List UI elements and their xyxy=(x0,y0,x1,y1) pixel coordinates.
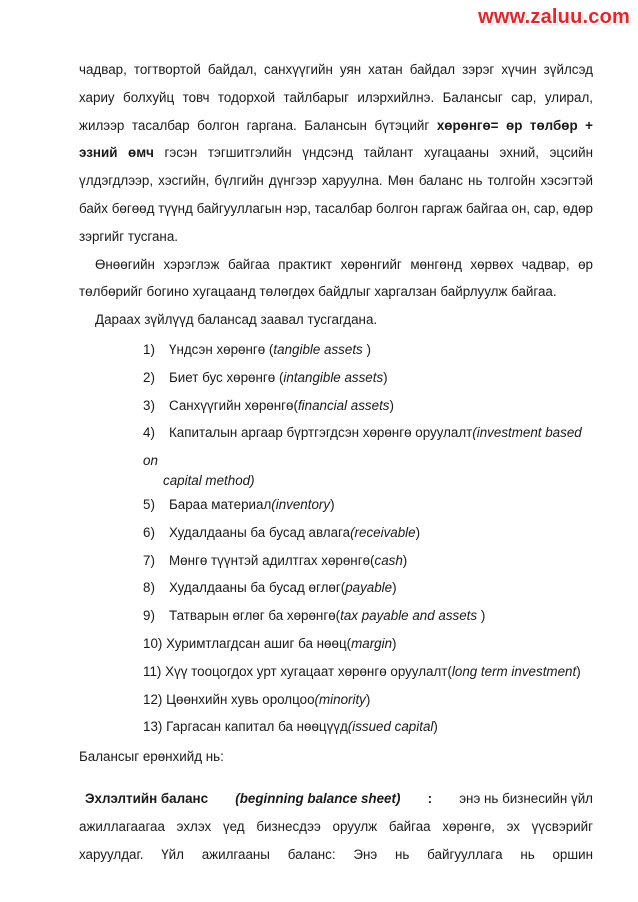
list-close: ) xyxy=(365,691,371,707)
list-close: ) xyxy=(362,341,371,357)
equation-bold: хөрөнгө= өр төлбөр + xyxy=(436,117,593,133)
paragraph-5 xyxy=(79,785,593,868)
document-page xyxy=(79,56,593,868)
balance-items-list xyxy=(79,336,593,741)
list-text: Хуримтлагдсан ашиг ба нөөц( xyxy=(166,635,352,651)
text-line: чадвар, тогтвортой байдал, санхүүгийн уян хатан байдал зэрэг хүчин зүйлсэд xyxy=(79,62,593,77)
text-line xyxy=(79,785,593,813)
text-line: хариу болхуйц товч тодорхой тайлбарыг илэрхийлнэ. Балансыг сар, улирал, xyxy=(79,89,593,105)
list-close: ) xyxy=(477,608,486,624)
text-line: Өнөөгийн хэрэглэж байгаа практикт хөрөнгийг мөнгөнд хөрвөх чадвар, өр xyxy=(95,256,593,272)
list-term: intangible assets xyxy=(283,369,384,385)
list-text: Санхүүгийн хөрөнгө( xyxy=(169,397,298,413)
watermark-logo: www.zaluu.com xyxy=(478,6,630,28)
list-item xyxy=(79,491,593,519)
list-text: Худалдааны ба бусад авлага xyxy=(169,524,351,540)
list-text: Гаргасан капитал ба нөөцүүд xyxy=(166,719,348,735)
list-text: Татварын өглөг ба хөрөнгө( xyxy=(169,608,341,624)
list-close: ) xyxy=(576,663,581,679)
list-number: 7) xyxy=(143,552,155,568)
list-term: (receivable xyxy=(350,524,416,540)
list-term: (minority xyxy=(314,691,366,707)
list-close: ) xyxy=(415,524,421,540)
list-term: margin xyxy=(351,635,393,651)
list-item xyxy=(79,364,593,392)
list-term: financial assets xyxy=(297,397,390,413)
list-item xyxy=(79,602,593,630)
list-text: Цөөнхийн хувь оролцоо xyxy=(166,691,315,707)
list-close: ) xyxy=(433,719,438,735)
list-term: tangible assets xyxy=(273,341,363,357)
text-line: зэргийг тусгана. xyxy=(79,228,178,244)
list-number: 3) xyxy=(143,397,155,413)
list-number: 13) xyxy=(143,719,163,735)
colon: : xyxy=(427,790,433,806)
text-line xyxy=(79,139,593,167)
list-text: Үндсэн хөрөнгө ( xyxy=(169,341,274,357)
list-close: ) xyxy=(392,580,397,596)
paragraph-1 xyxy=(79,56,593,251)
list-number: 5) xyxy=(143,496,155,512)
list-close: ) xyxy=(389,397,394,413)
list-term: long term investment xyxy=(451,663,577,679)
list-item xyxy=(79,519,593,547)
spacer xyxy=(79,771,593,785)
text-line xyxy=(79,112,593,140)
term-bold-italic: (beginning balance sheet) xyxy=(235,790,401,806)
list-number: 12) xyxy=(143,691,163,707)
equation-bold: эзний өмч xyxy=(79,145,154,161)
list-item xyxy=(79,713,593,741)
text-line: үлдэгдлээр, хэсгийн, бүлгийн дүнгээр харуулна. Мөн баланс нь толгойн хэсэгтэй xyxy=(79,173,593,189)
text-line: төлбөрийг богино хугацаанд төлөгдөх байдлыг харгалзан байрлуулж байгаа. xyxy=(79,284,557,300)
list-close: ) xyxy=(392,635,397,651)
list-item xyxy=(79,419,593,491)
list-term: tax payable and assets xyxy=(340,608,478,624)
list-number: 4) xyxy=(143,425,155,441)
list-term-continuation: capital method) xyxy=(163,472,255,488)
list-number: 11) xyxy=(143,663,162,679)
list-number: 2) xyxy=(143,369,155,385)
list-close: ) xyxy=(383,369,388,385)
paragraph-3: Дараах зүйлүүд балансад заавал тусгагдана. xyxy=(95,312,378,328)
list-text: Хүү тооцогдох урт хугацаат хөрөнгө оруулалт( xyxy=(165,663,452,679)
list-item xyxy=(79,547,593,575)
text-span: жилээр тасалбар болгон гаргана. Балансын бүтэцийг xyxy=(79,117,437,133)
list-term: payable xyxy=(345,580,393,596)
list-close: ) xyxy=(402,552,408,568)
list-text: Бараа материал xyxy=(169,496,272,512)
list-item xyxy=(79,336,593,364)
list-text: Мөнгө түүнтэй адилтгах хөрөнгө( xyxy=(169,552,375,568)
paragraph-4: Балансыг ерөнхийд нь: xyxy=(79,749,224,765)
list-text: Биет бус хөрөнгө ( xyxy=(169,369,284,385)
list-text: Капиталын аргаар бүртгэгдсэн хөрөнгө оруулалт xyxy=(169,425,473,441)
list-item xyxy=(79,392,593,420)
list-number: 6) xyxy=(143,524,155,540)
list-item xyxy=(79,686,593,714)
list-term: cash xyxy=(374,552,403,568)
text-span: гэсэн тэгшитгэлийн үндсэнд тайлант хугацааны эхний, эцсийн xyxy=(153,145,593,161)
list-text: Худалдааны ба бусад өглөг( xyxy=(169,580,346,596)
list-term: (investment based on xyxy=(143,425,582,469)
list-number: 9) xyxy=(143,608,155,624)
list-number: 1) xyxy=(143,341,155,357)
list-number: 10) xyxy=(143,635,163,651)
text-span: энэ нь бизнесийн үйл xyxy=(459,790,593,806)
text-line: байх бөгөөд түүнд байгууллагын нэр, тасалбар болгон гаргаж байгаа он, сар, өдөр xyxy=(79,200,593,216)
list-term: (inventory xyxy=(271,496,331,512)
text-line: ажиллагаагаа эхлэх үед бизнесдээ оруулж байгаа хөрөнгө, эх үүсвэрийг xyxy=(79,818,593,834)
paragraph-2 xyxy=(79,251,593,307)
list-close: ) xyxy=(330,496,335,512)
text-line: харуулдаг. Үйл ажилгааны баланс: Энэ нь байгууллага нь оршин xyxy=(79,846,593,862)
list-item xyxy=(79,658,593,686)
list-number: 8) xyxy=(143,580,155,596)
list-item xyxy=(79,630,593,658)
list-item xyxy=(79,574,593,602)
list-term: (issued capital xyxy=(347,719,434,735)
term-bold: Эхлэлтийн баланс xyxy=(85,790,209,806)
